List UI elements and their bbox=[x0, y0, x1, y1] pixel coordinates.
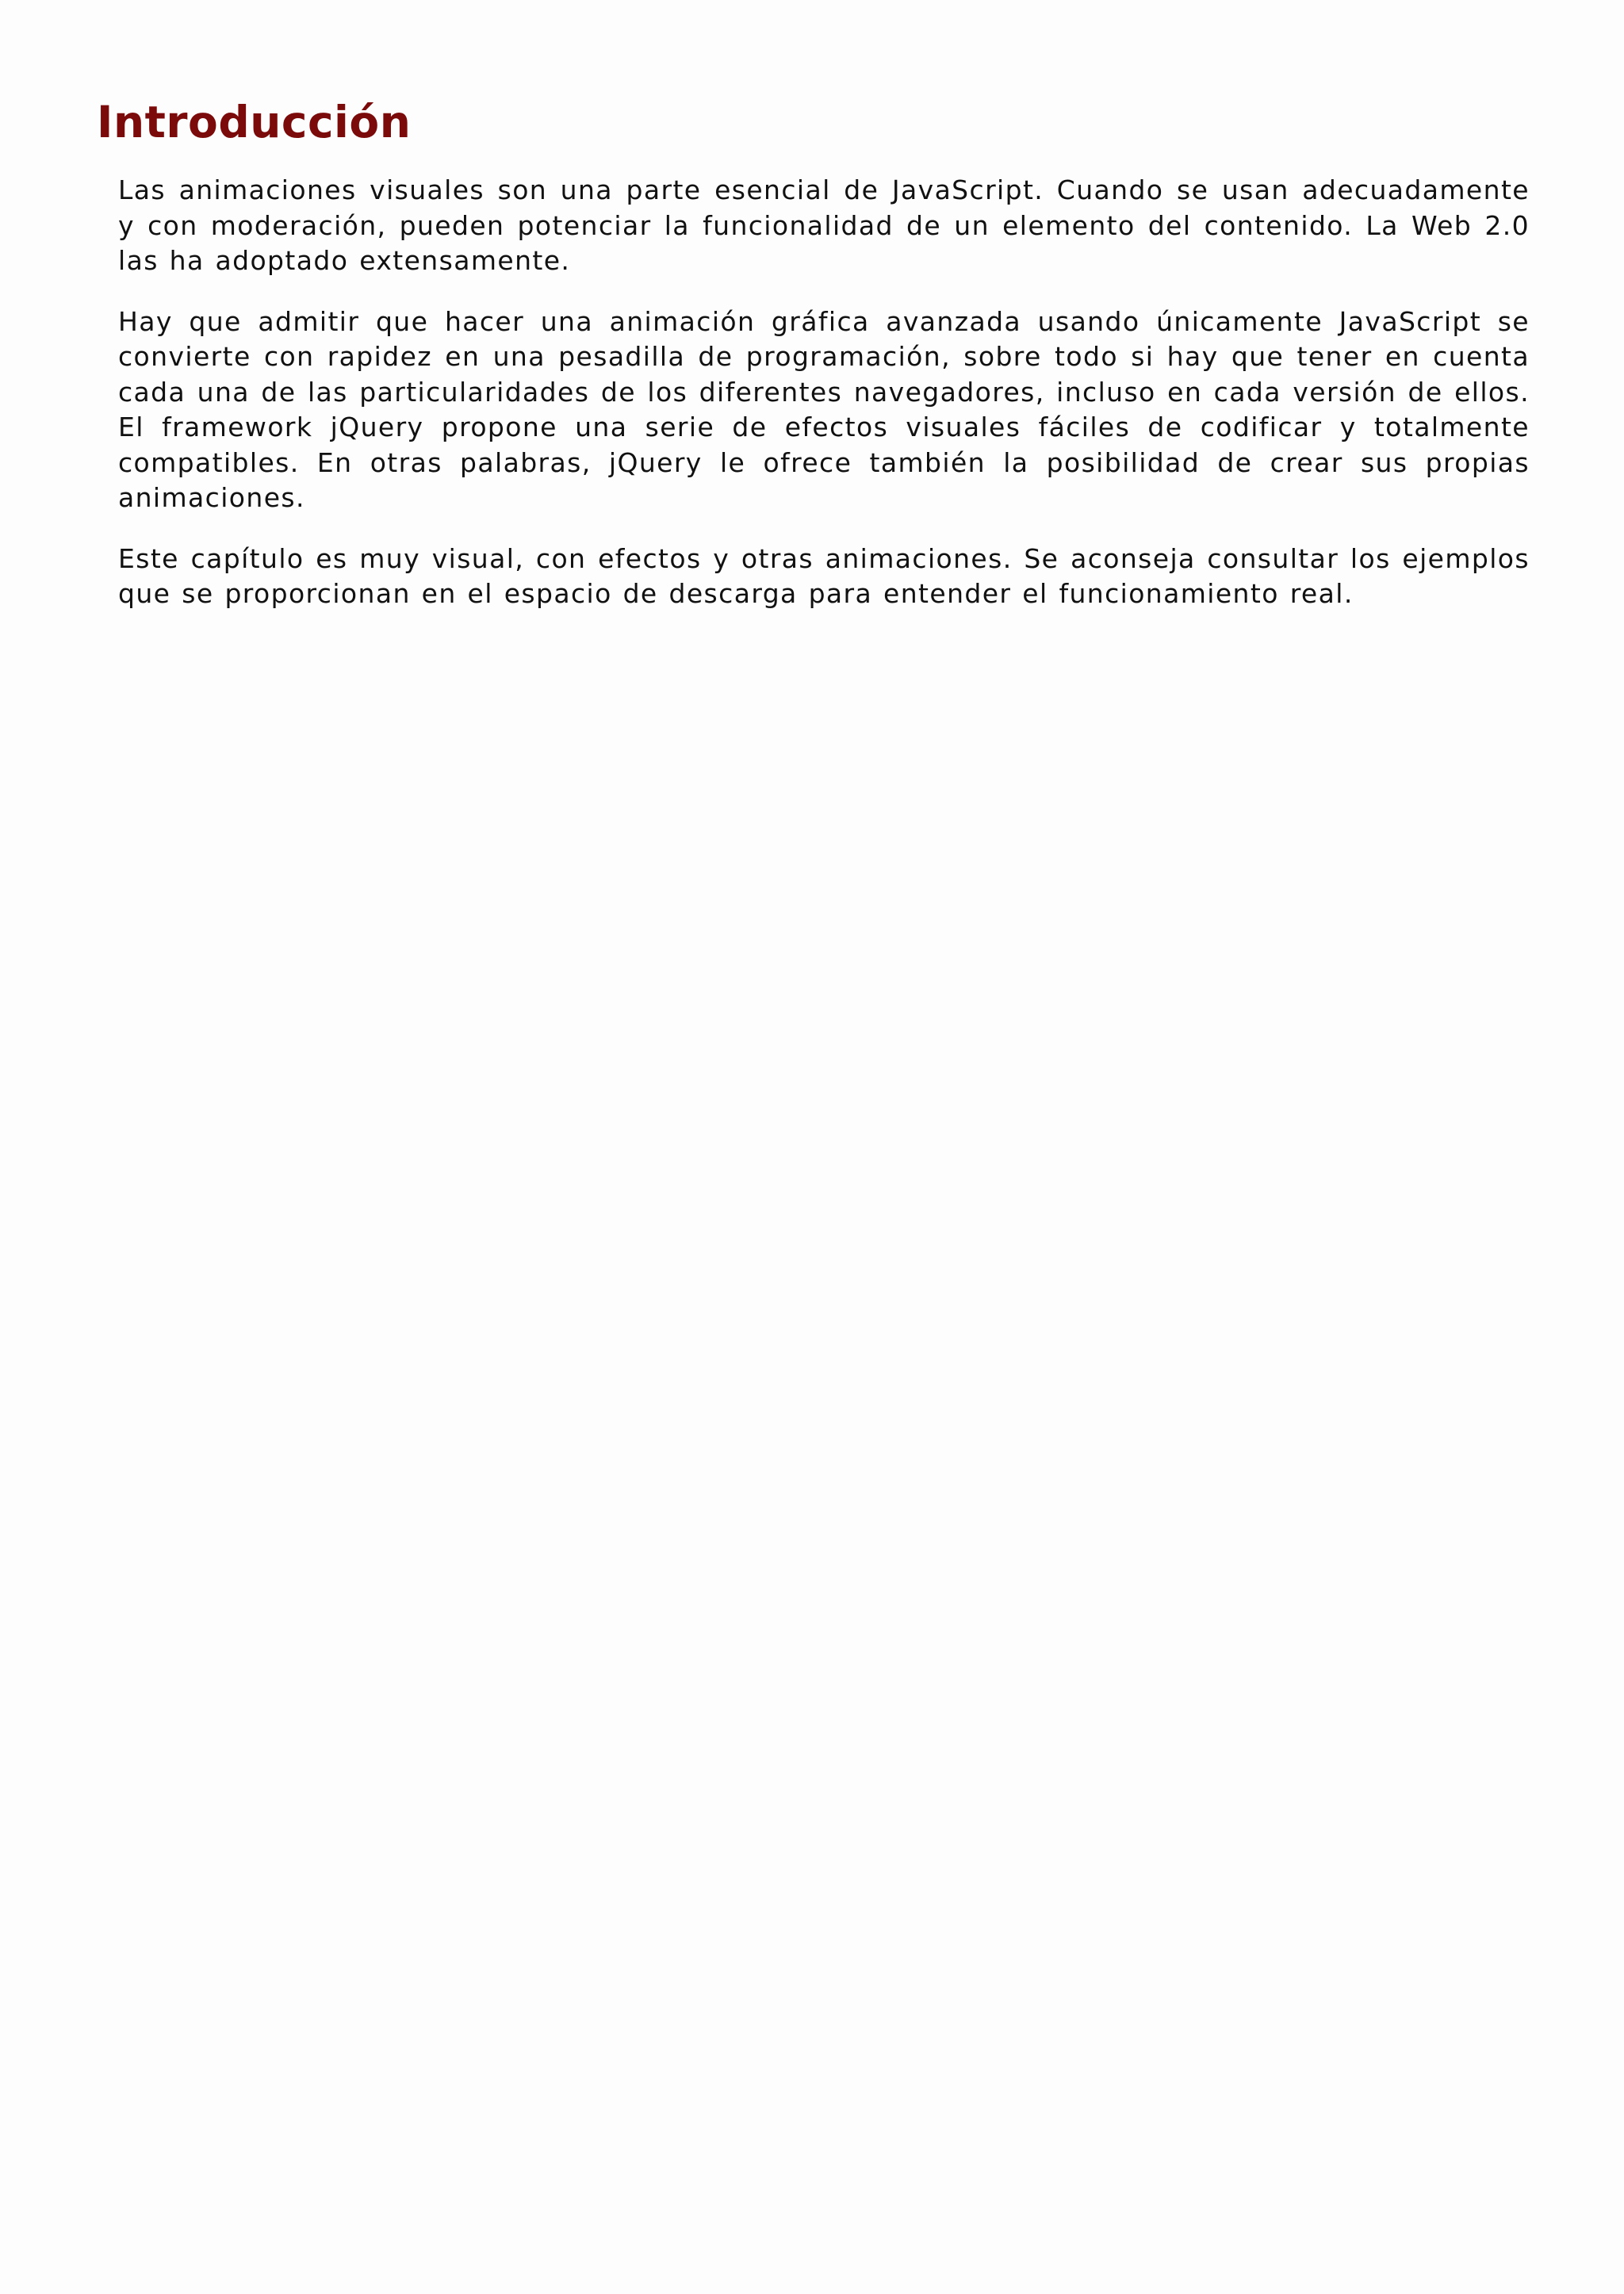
paragraph-intro: Las animaciones visuales son una parte esencial de JavaScript. Cuando se usan adecuadamente y con moderación, pueden potenciar la funcionalidad de un elemento del contenido. La Web 2.0 las ha adoptado extensamente. bbox=[118, 174, 1530, 276]
paragraph-chapter-note: Este capítulo es muy visual, con efectos y otras animaciones. Se aconseja consultar los ejemplos que se proporcionan en el espacio de descarga para entender el funcionamiento real. bbox=[118, 542, 1530, 609]
section-title: Introducción bbox=[97, 97, 412, 147]
paragraph-framework: Hay que admitir que hacer una animación gráfica avanzada usando únicamente JavaScript se convierte con rapidez en una pesadilla de programación, sobre todo si hay que tener en cuenta cada una de las particularidades de los diferentes navegadores, incluso en cada versión de ellos. El framework jQuery propone una serie de efectos visuales fáciles de codificar y totalmente compatibles. En otras palabras, jQuery le ofrece también la posibilidad de crear sus propias animaciones. bbox=[118, 305, 1530, 513]
section-body bbox=[118, 173, 1530, 638]
